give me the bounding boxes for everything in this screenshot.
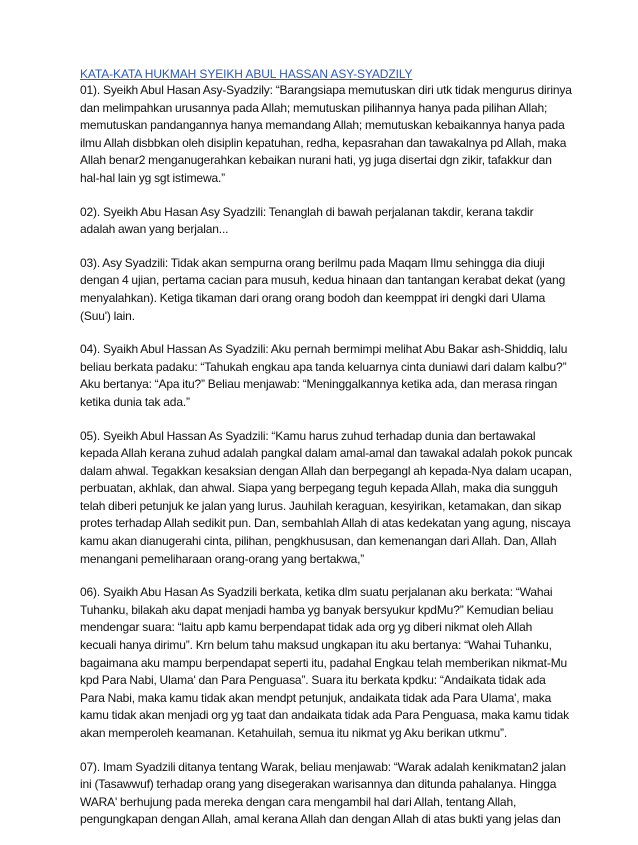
paragraph-03 <box>80 255 564 325</box>
paragraph-line: pengungkapan dengan Allah, amal kerana Allah dan dengan Allah di atas bukti yang jelas dan <box>80 812 561 827</box>
paragraph-line: adalah awan yang berjalan... <box>80 222 229 237</box>
paragraph-line: Aku bertanya: “Apa itu?” Beliau menjawab: “Meninggalkannya ketika ada, dan merasa ringan <box>80 377 558 392</box>
paragraph-line: 05). Syeikh Abul Hassan As Syadzili: “Kamu harus zuhud terhadap dunia dan bertawakal <box>80 428 536 443</box>
paragraph-line: 03). Asy Syadzili: Tidak akan sempurna orang berilmu pada Maqam Ilmu sehingga dia diuji <box>80 255 545 270</box>
paragraph-line: mendengar suara: “laitu apb kamu berpendapat tidak ada org yg diberi nikmat oleh Allah <box>80 620 533 635</box>
paragraph-line: dengan 4 ujian, pertama cacian para musuh, kedua hinaan dan tantangan kerabat dekat (yang <box>80 273 566 288</box>
paragraph-line: ini (Tasawwuf) terhadap orang yang disegerakan warisannya dan ditunda pahalanya. Hingga <box>80 777 557 792</box>
paragraph-line: bagaimana aku mampu berpendapat seperti itu, padahal Engkau telah memberikan nikmat-Mu <box>80 655 568 670</box>
paragraph-05 <box>80 428 573 569</box>
paragraph-line: kamu akan dianugerahi cinta, pilihan, pengkhususan, dan kemenangan dari Allah. Dan, Allah <box>80 534 557 549</box>
paragraph-line: 06). Syaikh Abu Hasan As Syadzili berkata, ketika dlm suatu perjalanan aku berkata: “Wahai <box>80 585 553 600</box>
paragraph-line: perbuatan, akhlak, dan ahwal. Siapa yang berpegang teguh kepada Allah, maka dia sungguh <box>80 481 558 496</box>
paragraph-06 <box>80 584 569 742</box>
paragraph-line: kepada Allah kerana zuhud adalah pangkal dalam amal-amal dan tawakal adalah pokok puncak <box>80 446 573 461</box>
paragraph-02 <box>80 204 564 239</box>
paragraph-04 <box>80 341 568 411</box>
paragraph-line: Para Nabi, maka kamu tidak akan mendpt petunjuk, andaikata tidak ada Para Ulama', maka <box>80 690 552 705</box>
paragraph-line: Allah benar2 menganugerahkan kebaikan nurani hati, yg juga disertai dgn zikir, tafakkur dan <box>80 153 552 168</box>
paragraph-01 <box>80 82 572 188</box>
document-title: KATA-KATA HUKMAH SYEIKH ABUL HASSAN ASY-SYADZILY <box>80 67 413 81</box>
paragraph-line: memutuskan pandangannya hanya memandang Allah; memutuskan kebaikannya hanya pada <box>80 118 565 133</box>
paragraph-line: akan memperoleh keamanan. Ketahuilah, semua itu nikmat yg Aku berikan utkmu”. <box>80 726 508 740</box>
paragraph-line: menyalahkan). Ketiga tikaman dari orang orang bodoh dan keemppat iri dengki dari Ulama <box>80 290 546 305</box>
paragraph-line: ilmu Allah disbbkan oleh disiplin kepatuhan, redha, kepasrahan dan tawakalnya pd Allah, maka <box>80 135 567 150</box>
paragraph-line: beliau berkata padaku: “Tahukah engkau apa tanda keluarnya cinta duniawi dari dalam kalbu?” <box>80 359 567 374</box>
paragraph-07 <box>80 759 564 829</box>
paragraph-line: menangani pemeliharaan orang-orang yang bertakwa,” <box>80 551 365 566</box>
paragraph-line: dan melimpahkan urusannya pada Allah; memutuskan pilihannya hanya pada pilihan Allah; <box>80 100 548 115</box>
paragraph-line: 02). Syeikh Abu Hasan Asy Syadzili: Tenanglah di bawah perjalanan takdir, kerana takdir <box>80 204 534 219</box>
paragraph-line: kecuali hanya dirimu”. Krn belum tahu maksud ungkapan itu aku bertanya: “Wahai Tuhanku, <box>80 638 552 653</box>
paragraph-line: telah diberi petunjuk ke jalan yang lurus. Jauhilah keraguan, kesyirikan, ketamakan, dan sikap <box>80 498 562 513</box>
paragraph-line: dalam ahwal. Tegakkan kesaksian dengan Allah dan berpegangl ah kepada-Nya dalam ucapan, <box>80 463 572 478</box>
paragraph-line: protes terhadap Allah sedikit pun. Dan, sembahlah Allah di atas kedekatan yang agung, niscaya <box>80 516 571 531</box>
paragraph-line: (Suu') lain. <box>80 308 135 323</box>
document-page <box>80 66 573 845</box>
paragraph-line: kamu tidak akan menjadi org yg taat dan andaikata tidak ada Para Penguasa, maka kamu tidak <box>80 708 569 723</box>
paragraph-line: WARA' berhujung pada mereka dengan cara mengambil hal dari Allah, tentang Allah, <box>80 794 517 809</box>
paragraph-line: Tuhanku, bilakah aku dapat menjadi hamba yg banyak bersyukur kpdMu?” Kemudian beliau <box>80 602 554 617</box>
paragraph-line: ketika dunia tak ada.” <box>80 394 190 409</box>
paragraph-line: 01). Syeikh Abul Hasan Asy-Syadzily: “Barangsiapa memutuskan diri utk tidak mengurus dirinya <box>80 83 572 97</box>
paragraph-line: hal-hal lain yg sgt istimewa.” <box>80 170 226 185</box>
document-body <box>80 82 573 829</box>
paragraph-line: kpd Para Nabi, Ulama' dan Para Penguasa”. Suara itu berkata kpdku: “Andaikata tidak ada <box>80 673 546 688</box>
paragraph-line: 07). Imam Syadzili ditanya tentang Warak, beliau menjawab: “Warak adalah kenikmatan2 jalan <box>80 759 566 774</box>
paragraph-line: 04). Syaikh Abul Hassan As Syadzili: Aku pernah bermimpi melihat Abu Bakar ash-Shiddiq, lalu <box>80 342 568 357</box>
